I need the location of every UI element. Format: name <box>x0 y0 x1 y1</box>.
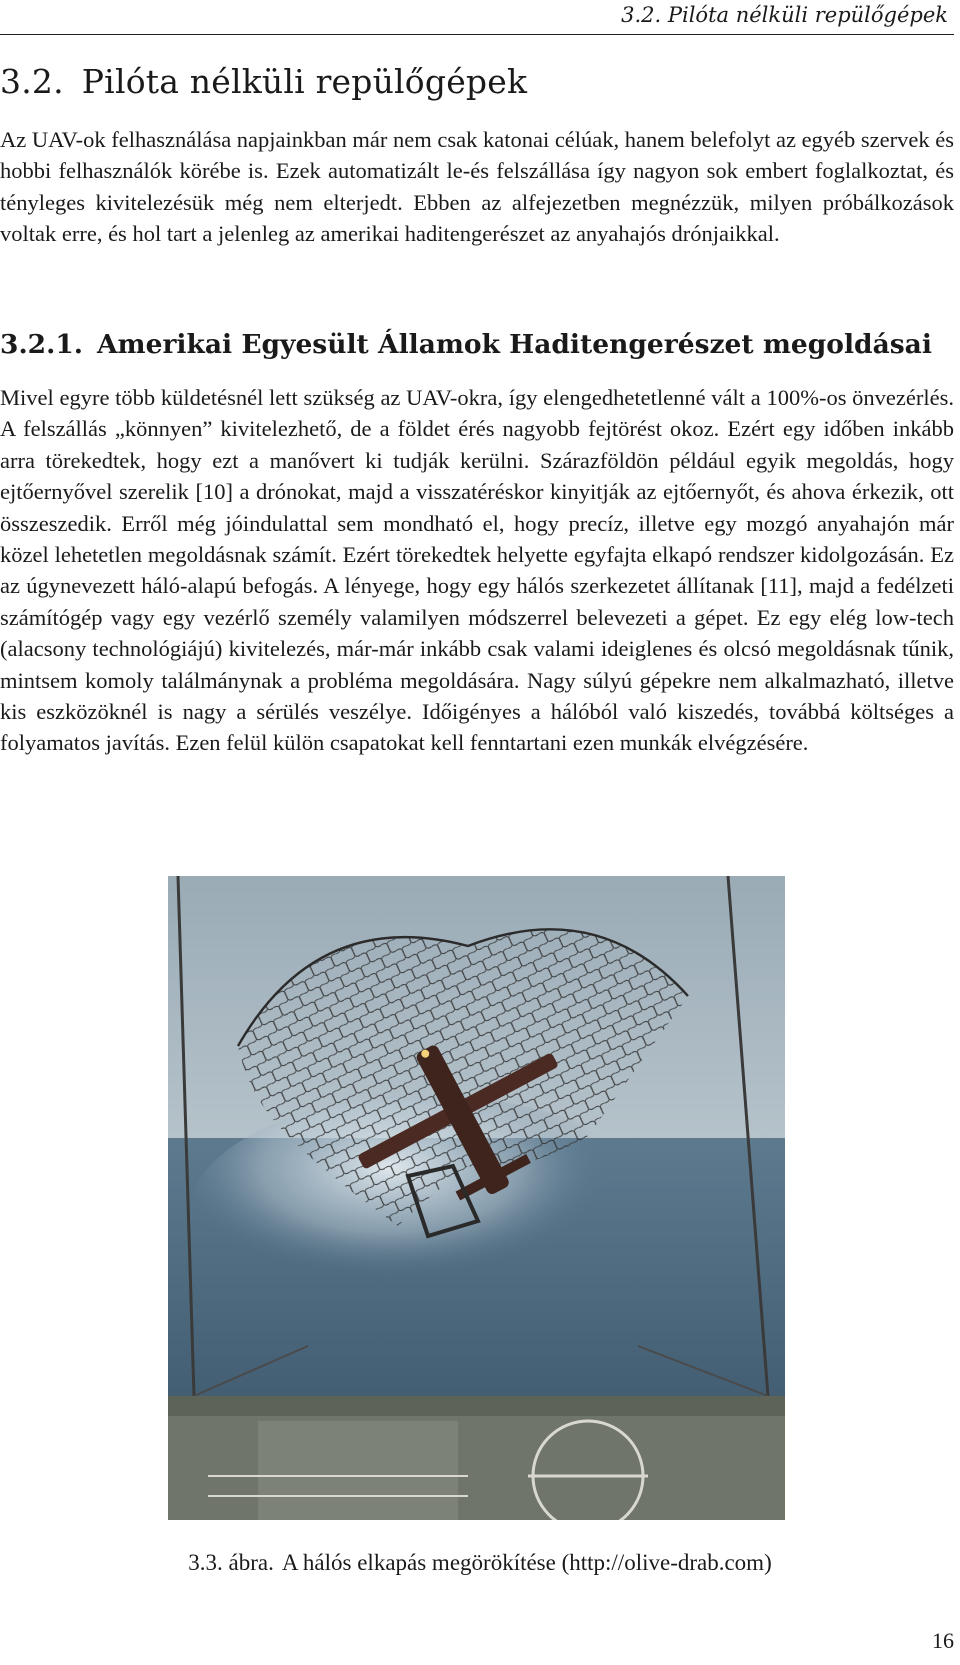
figure-caption-text: A hálós elkapás megörökítése (http://olive-drab.com) <box>281 1550 772 1575</box>
subsection-number: 3.2.1. <box>0 329 83 360</box>
figure-photo-net-capture <box>168 876 785 1520</box>
subsection-title: Amerikai Egyesült Államok Haditengerészet megoldásai <box>97 329 932 360</box>
figure-label: 3.3. ábra. <box>188 1550 274 1575</box>
subsection-heading <box>0 329 932 360</box>
net-capture-photo <box>168 876 785 1520</box>
figure-caption <box>0 1550 960 1576</box>
page-number: 16 <box>932 1628 954 1653</box>
section-intro-paragraph: Az UAV-ok felhasználása napjainkban már nem csak katonai célúak, hanem belefolyt az egyéb szervek és hobbi felhasználók körébe is. Ezek automatizált le-és felszállása így nagyon sok embert foglalkoztat, és tényleges kivitelezésük még nem elterjedt. Ebben az alfejezetben megnézzük, milyen próbálkozások voltak erre, és hol tart a jelenleg az amerikai haditengerészet az anyahajós drónjaikkal. <box>0 127 954 247</box>
section-number: 3.2. <box>0 62 64 101</box>
section-heading <box>0 62 527 101</box>
running-header <box>0 0 954 35</box>
subsection-body-paragraph: Mivel egyre több küldetésnél lett szükség az UAV-okra, így elengedhetetlenné vált a 100%-os önvezérlés. A felszállás „könnyen” kivitelezhető, de a földet érés nagyobb fejtörést okoz. Ezért egy időben inkább arra törekedtek, hogy ezt a manővert ki tudják kerülni. Szárazföldön például egyik megoldás, hogy ejtőernyővel szerelik [10] a drónokat, majd a visszatéréskor kinyitják az ejtőernyőt, és ahova érkezik, ott összeszedik. Erről még jóindulattal sem mondható el, hogy precíz, illetve egy mozgó anyahajón már közel lehetetlen megoldásnak számít. Ezért törekedtek helyette egyfajta elkapó rendszer kidolgozásán. Ez az úgynevezett háló-alapú befogás. A lényege, hogy egy hálós szerkezetet állítanak [11], majd a fedélzeti számítógép vagy egy vezérlő személy valamilyen módszerrel belevezeti a gépet. Ez egy elég low-tech (alacsony technológiájú) kivitelezés, már-már inkább csak valami ideiglenes és olcsó megoldásnak tűnik, mintsem komoly találmánynak a probléma megoldására. Nagy súlyú gépekre nem alkalmazható, illetve kis eszközöknél is nagy a sérülés veszélye. Időigényes a hálóból való kiszedés, továbbá költséges a folyamatos javítás. Ezen felül külön csapatokat kell fenntartani ezen munkák elvégzésére. <box>0 385 954 756</box>
running-header-title: 3.2. Pilóta nélküli repülőgépek <box>621 3 948 27</box>
section-title: Pilóta nélküli repülőgépek <box>81 62 528 101</box>
